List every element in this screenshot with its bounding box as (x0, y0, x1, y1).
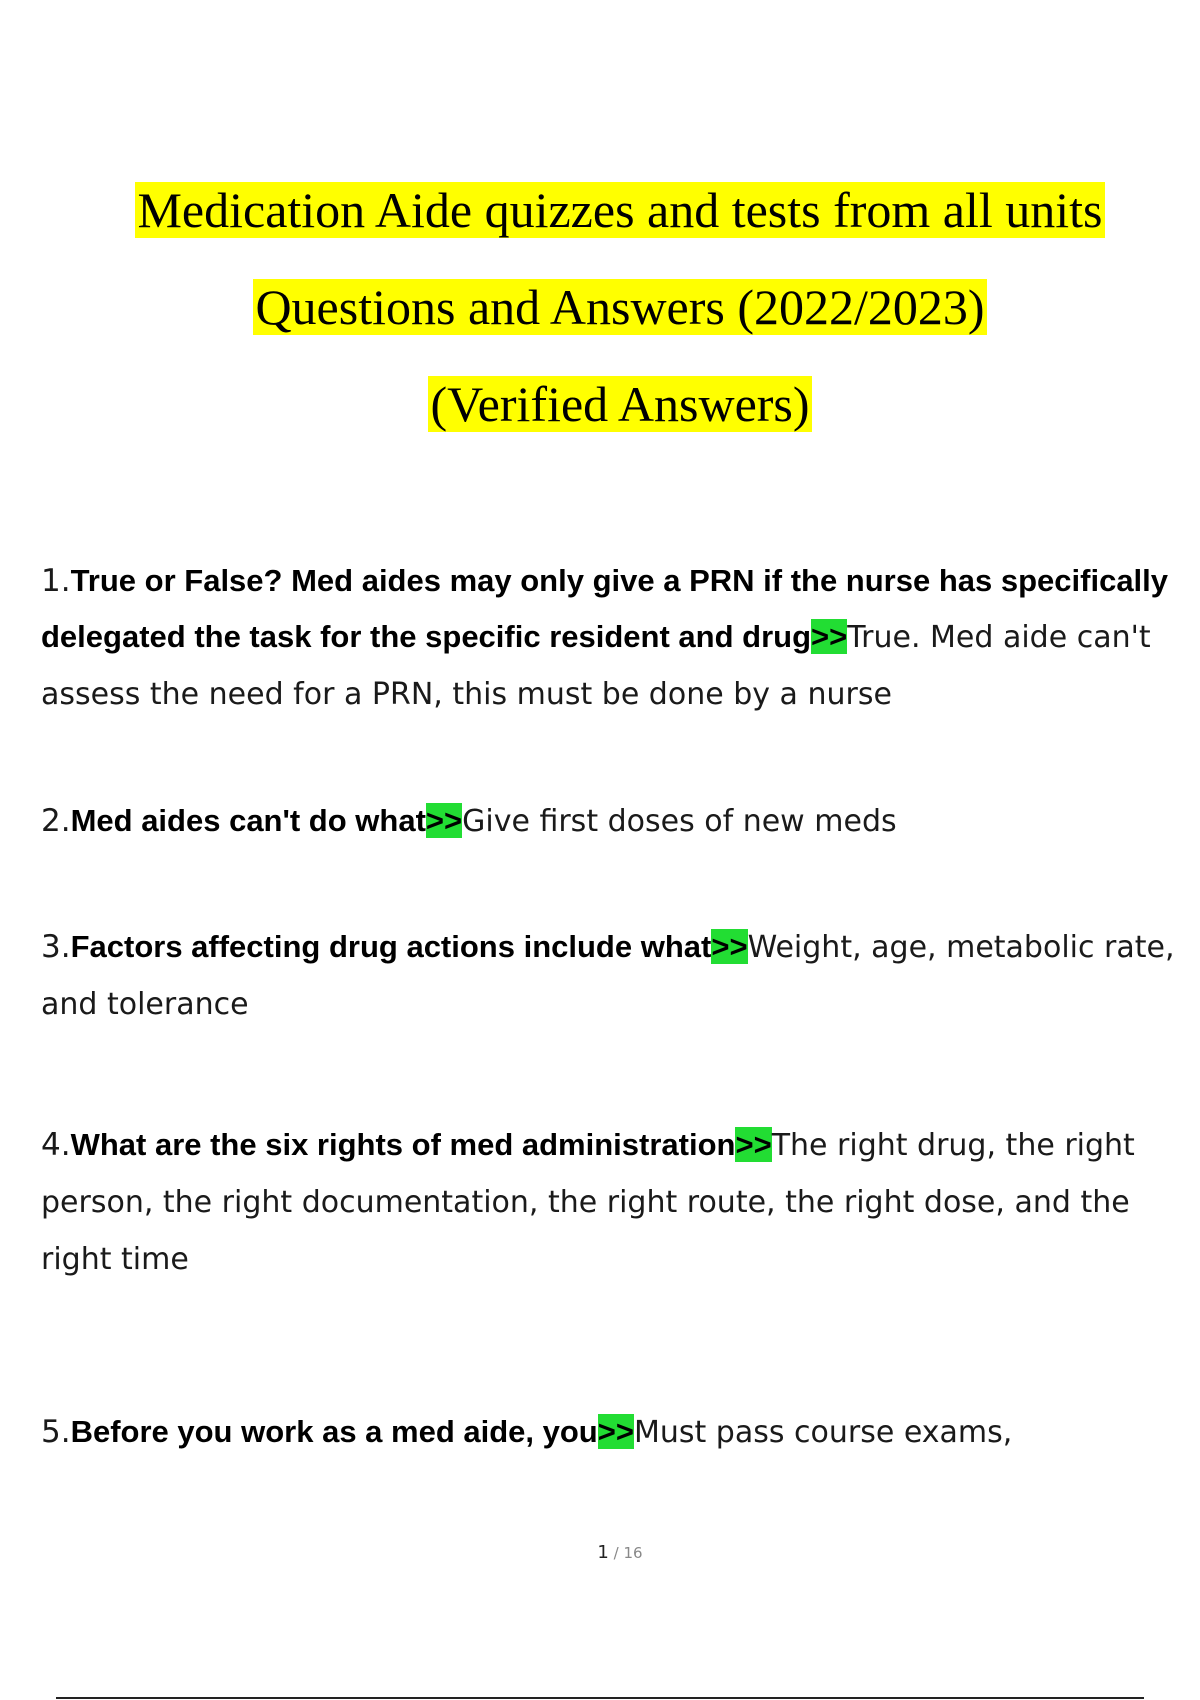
answer-separator: >> (425, 803, 463, 838)
title-line-3: (Verified Answers) (430, 376, 810, 432)
question-list (41, 553, 1181, 1461)
title-line-2: Questions and Answers (2022/2023) (255, 279, 985, 335)
question-item-2 (41, 793, 1181, 850)
question-text: What are the six rights of med administration (70, 1127, 736, 1162)
question-text: Factors affecting drug actions include what (70, 929, 712, 964)
question-text: Before you work as a med aide, you (70, 1414, 598, 1449)
answer-separator: >> (711, 929, 748, 964)
title-line-1: Medication Aide quizzes and tests from all units (137, 182, 1103, 238)
answer-separator: >> (597, 1414, 634, 1449)
question-number: 5. (41, 1414, 71, 1450)
answer-text: Weight, age, metabolic rate, and tolerance (41, 930, 1175, 1022)
question-text: Med aides can't do what (70, 803, 426, 838)
question-item-3 (41, 919, 1181, 1033)
question-number: 1. (41, 563, 71, 599)
answer-separator: >> (735, 1127, 772, 1162)
current-page: 1 (597, 1542, 609, 1563)
answer-text: True. Med aide can't assess the need for a PRN, this must be done by a nurse (41, 620, 1151, 712)
document-title (0, 162, 1200, 453)
page-indicator (0, 1542, 1200, 1563)
answer-text: Give first doses of new meds (462, 804, 897, 839)
question-number: 2. (41, 803, 71, 839)
answer-separator: >> (811, 619, 848, 654)
answer-text: The right drug, the right person, the right documentation, the right route, the right dose, and the right time (41, 1128, 1135, 1277)
question-item-5 (41, 1404, 1181, 1461)
question-text: True or False? Med aides may only give a PRN if the nurse has specifically delegated the task for the specific resident and drug (41, 563, 1169, 654)
answer-text: Must pass course exams, (633, 1415, 1013, 1450)
question-item-4 (41, 1117, 1181, 1288)
question-number: 4. (41, 1127, 71, 1163)
page-bottom-divider (56, 1697, 1144, 1699)
question-item-1 (41, 553, 1181, 723)
question-number: 3. (41, 929, 71, 965)
total-pages: / 16 (608, 1544, 643, 1562)
